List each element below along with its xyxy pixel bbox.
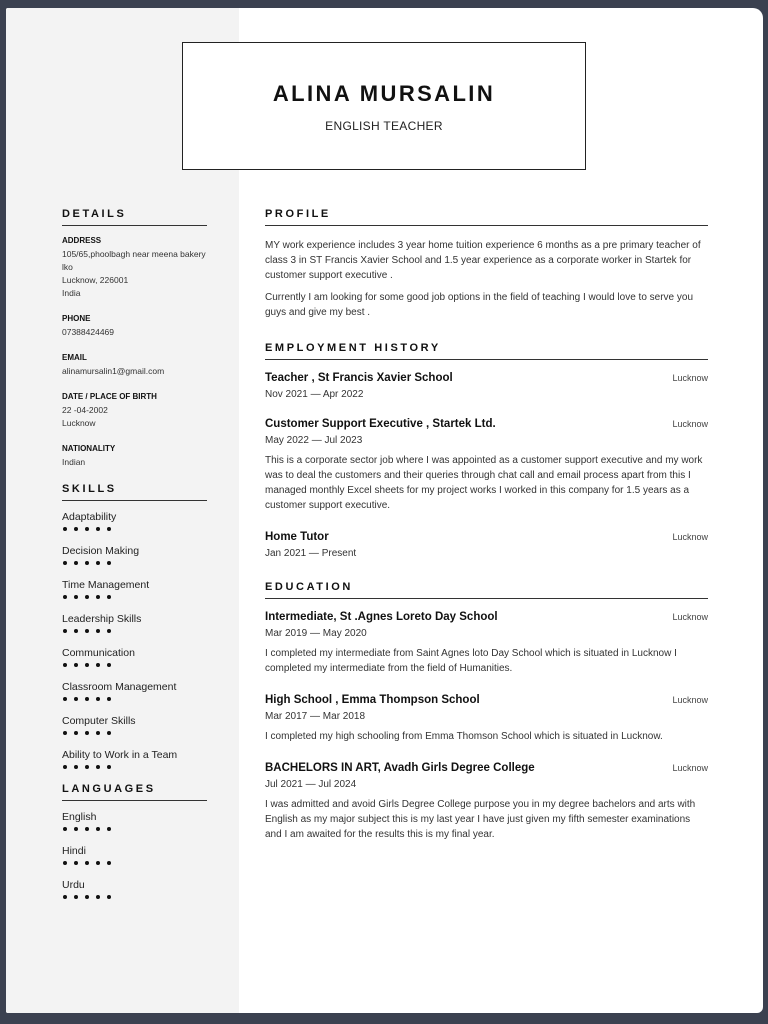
- detail-label: DATE / PLACE OF BIRTH: [62, 392, 157, 401]
- entry-dates: Mar 2019 — May 2020: [265, 628, 367, 639]
- rating-dot: [96, 697, 100, 701]
- detail-label: PHONE: [62, 314, 91, 323]
- rating-dot: [74, 861, 78, 865]
- rating-dots: [62, 629, 207, 633]
- details-heading: DETAILS: [62, 208, 207, 226]
- rating-dot: [85, 861, 89, 865]
- rating-dot: [107, 731, 111, 735]
- entry-title: BACHELORS IN ART, Avadh Girls Degree College: [265, 762, 535, 774]
- rating-dot: [85, 527, 89, 531]
- employment-entry: [265, 418, 708, 513]
- skills-heading: SKILLS: [62, 483, 207, 501]
- detail-label: ADDRESS: [62, 236, 102, 245]
- language-name: Urdu: [62, 879, 85, 891]
- rating-dot: [74, 765, 78, 769]
- rating-dot: [96, 861, 100, 865]
- sidebar-content: [62, 208, 207, 913]
- rating-dot: [63, 527, 67, 531]
- rating-dot: [85, 827, 89, 831]
- rating-dots: [62, 663, 207, 667]
- rating-dot: [63, 595, 67, 599]
- rating-dot: [74, 895, 78, 899]
- rating-dot: [63, 861, 67, 865]
- employment-section: [265, 342, 708, 559]
- employment-list: [265, 372, 708, 559]
- entry-header: [265, 762, 708, 774]
- rating-dots: [62, 895, 207, 899]
- rating-dot: [85, 895, 89, 899]
- skills-list: [62, 511, 207, 769]
- skill-name: Computer Skills: [62, 715, 136, 727]
- entry-title: Teacher , St Francis Xavier School: [265, 372, 453, 384]
- rating-dots: [62, 827, 207, 831]
- detail-value: Indian: [62, 457, 86, 467]
- education-entry: [265, 762, 708, 842]
- entry-title: Home Tutor: [265, 531, 329, 543]
- skill-name: Classroom Management: [62, 681, 177, 693]
- rating-dot: [107, 663, 111, 667]
- rating-dot: [85, 595, 89, 599]
- entry-location: Lucknow: [672, 695, 708, 705]
- rating-dot: [74, 561, 78, 565]
- rating-dot: [96, 765, 100, 769]
- entry-header: [265, 694, 708, 706]
- languages-heading: LANGUAGES: [62, 783, 207, 801]
- detail-label: NATIONALITY: [62, 444, 116, 453]
- entry-dates: Mar 2017 — Mar 2018: [265, 711, 366, 722]
- candidate-name: ALINA MURSALIN: [272, 81, 496, 106]
- rating-dot: [107, 827, 111, 831]
- entry-location: Lucknow: [672, 532, 708, 542]
- rating-dot: [96, 561, 100, 565]
- rating-dot: [96, 629, 100, 633]
- rating-dots: [62, 765, 207, 769]
- rating-dot: [74, 697, 78, 701]
- detail-value: alinamursalin1@gmail.com: [62, 366, 165, 376]
- rating-dot: [63, 561, 67, 565]
- languages-section: [62, 783, 207, 899]
- entry-dates: Nov 2021 — Apr 2022: [265, 389, 364, 400]
- entry-title: High School , Emma Thompson School: [265, 694, 480, 706]
- education-list: [265, 611, 708, 842]
- entry-location: Lucknow: [672, 612, 708, 622]
- rating-dot: [107, 629, 111, 633]
- rating-dots: [62, 561, 207, 565]
- rating-dot: [74, 731, 78, 735]
- entry-title: Intermediate, St .Agnes Loreto Day School: [265, 611, 498, 623]
- rating-dot: [63, 663, 67, 667]
- profile-section: [265, 208, 708, 320]
- employment-entry: [265, 531, 708, 559]
- entry-description: I was admitted and avoid Girls Degree College purpose you in my degree bachelors and arts with English as my major subject this is my last year I have just given my fifth semester examinations and I am awaited for the results this is my final year.: [265, 799, 696, 840]
- skills-section: [62, 483, 207, 769]
- rating-dots: [62, 595, 207, 599]
- detail-value: 105/65,phoolbagh near meena bakery lko Lucknow, 226001 India: [62, 249, 206, 298]
- rating-dot: [74, 527, 78, 531]
- skill-name: Decision Making: [62, 545, 140, 557]
- rating-dot: [63, 629, 67, 633]
- rating-dot: [107, 527, 111, 531]
- details-list: [62, 236, 207, 469]
- languages-list: [62, 811, 207, 899]
- rating-dot: [96, 827, 100, 831]
- rating-dot: [96, 595, 100, 599]
- entry-dates: Jan 2021 — Present: [265, 548, 357, 559]
- entry-location: Lucknow: [672, 763, 708, 773]
- profile-paragraph: MY work experience includes 3 year home tuition experience 6 months as a pre primary teacher of class 3 in ST Francis Xavier School and 1.5 year experience as a corporate worker in Startek for customer support executive .: [265, 240, 701, 281]
- entry-description: I completed my high schooling from Emma Thomson School which is situated in Lucknow.: [265, 731, 663, 742]
- rating-dot: [107, 895, 111, 899]
- education-heading: EDUCATION: [265, 581, 708, 599]
- rating-dot: [85, 561, 89, 565]
- detail-value: 22 -04-2002 Lucknow: [62, 405, 108, 428]
- rating-dot: [63, 765, 67, 769]
- rating-dot: [85, 663, 89, 667]
- education-entry: [265, 611, 708, 676]
- entry-header: [265, 611, 708, 623]
- detail-value: 07388424469: [62, 327, 115, 337]
- entry-header: [265, 372, 708, 384]
- skill-name: Communication: [62, 647, 135, 659]
- rating-dot: [63, 697, 67, 701]
- entry-description: I completed my intermediate from Saint Agnes loto Day School which is situated in Lucknow I completed my intermediate from the field of Humanities.: [265, 648, 677, 674]
- rating-dot: [107, 561, 111, 565]
- header-box: [182, 42, 586, 170]
- rating-dot: [63, 895, 67, 899]
- employment-entry: [265, 372, 708, 400]
- language-name: English: [62, 811, 97, 823]
- detail-label: EMAIL: [62, 353, 87, 362]
- rating-dot: [85, 697, 89, 701]
- rating-dot: [74, 663, 78, 667]
- employment-heading: EMPLOYMENT HISTORY: [265, 342, 708, 360]
- rating-dot: [85, 731, 89, 735]
- rating-dot: [74, 629, 78, 633]
- entry-dates: May 2022 — Jul 2023: [265, 435, 363, 446]
- skill-name: Time Management: [62, 579, 150, 591]
- entry-header: [265, 531, 708, 543]
- education-entry: [265, 694, 708, 744]
- rating-dot: [85, 765, 89, 769]
- rating-dot: [96, 527, 100, 531]
- rating-dots: [62, 697, 207, 701]
- rating-dot: [96, 731, 100, 735]
- rating-dots: [62, 527, 207, 531]
- entry-header: [265, 418, 708, 430]
- rating-dots: [62, 861, 207, 865]
- rating-dot: [63, 827, 67, 831]
- rating-dot: [85, 629, 89, 633]
- resume-page: [6, 8, 763, 1013]
- entry-dates: Jul 2021 — Jul 2024: [265, 779, 357, 790]
- rating-dots: [62, 731, 207, 735]
- entry-description: This is a corporate sector job where I was appointed as a customer support executive and my work was to deal the customers and their queries through chat call and email process apart from this I managed monthly Excel sheets for my project works I worked in this company for 1.5 years as a customer support executive.: [265, 455, 703, 511]
- profile-paragraph: Currently I am looking for some good job options in the field of teaching I would love to serve you guys and give my best .: [265, 292, 694, 318]
- rating-dot: [96, 895, 100, 899]
- rating-dot: [107, 697, 111, 701]
- entry-location: Lucknow: [672, 373, 708, 383]
- education-section: [265, 581, 708, 842]
- rating-dot: [74, 595, 78, 599]
- rating-dot: [96, 663, 100, 667]
- rating-dot: [107, 765, 111, 769]
- entry-title: Customer Support Executive , Startek Ltd.: [265, 418, 496, 430]
- rating-dot: [63, 731, 67, 735]
- rating-dot: [107, 595, 111, 599]
- rating-dot: [107, 861, 111, 865]
- main-content: [265, 208, 708, 864]
- rating-dot: [74, 827, 78, 831]
- profile-heading: PROFILE: [265, 208, 708, 226]
- skill-name: Adaptability: [62, 511, 117, 523]
- language-name: Hindi: [62, 845, 86, 857]
- details-section: [62, 208, 207, 469]
- skill-name: Leadership Skills: [62, 613, 142, 625]
- job-title: ENGLISH TEACHER: [325, 119, 443, 133]
- skill-name: Ability to Work in a Team: [62, 749, 178, 761]
- entry-location: Lucknow: [672, 419, 708, 429]
